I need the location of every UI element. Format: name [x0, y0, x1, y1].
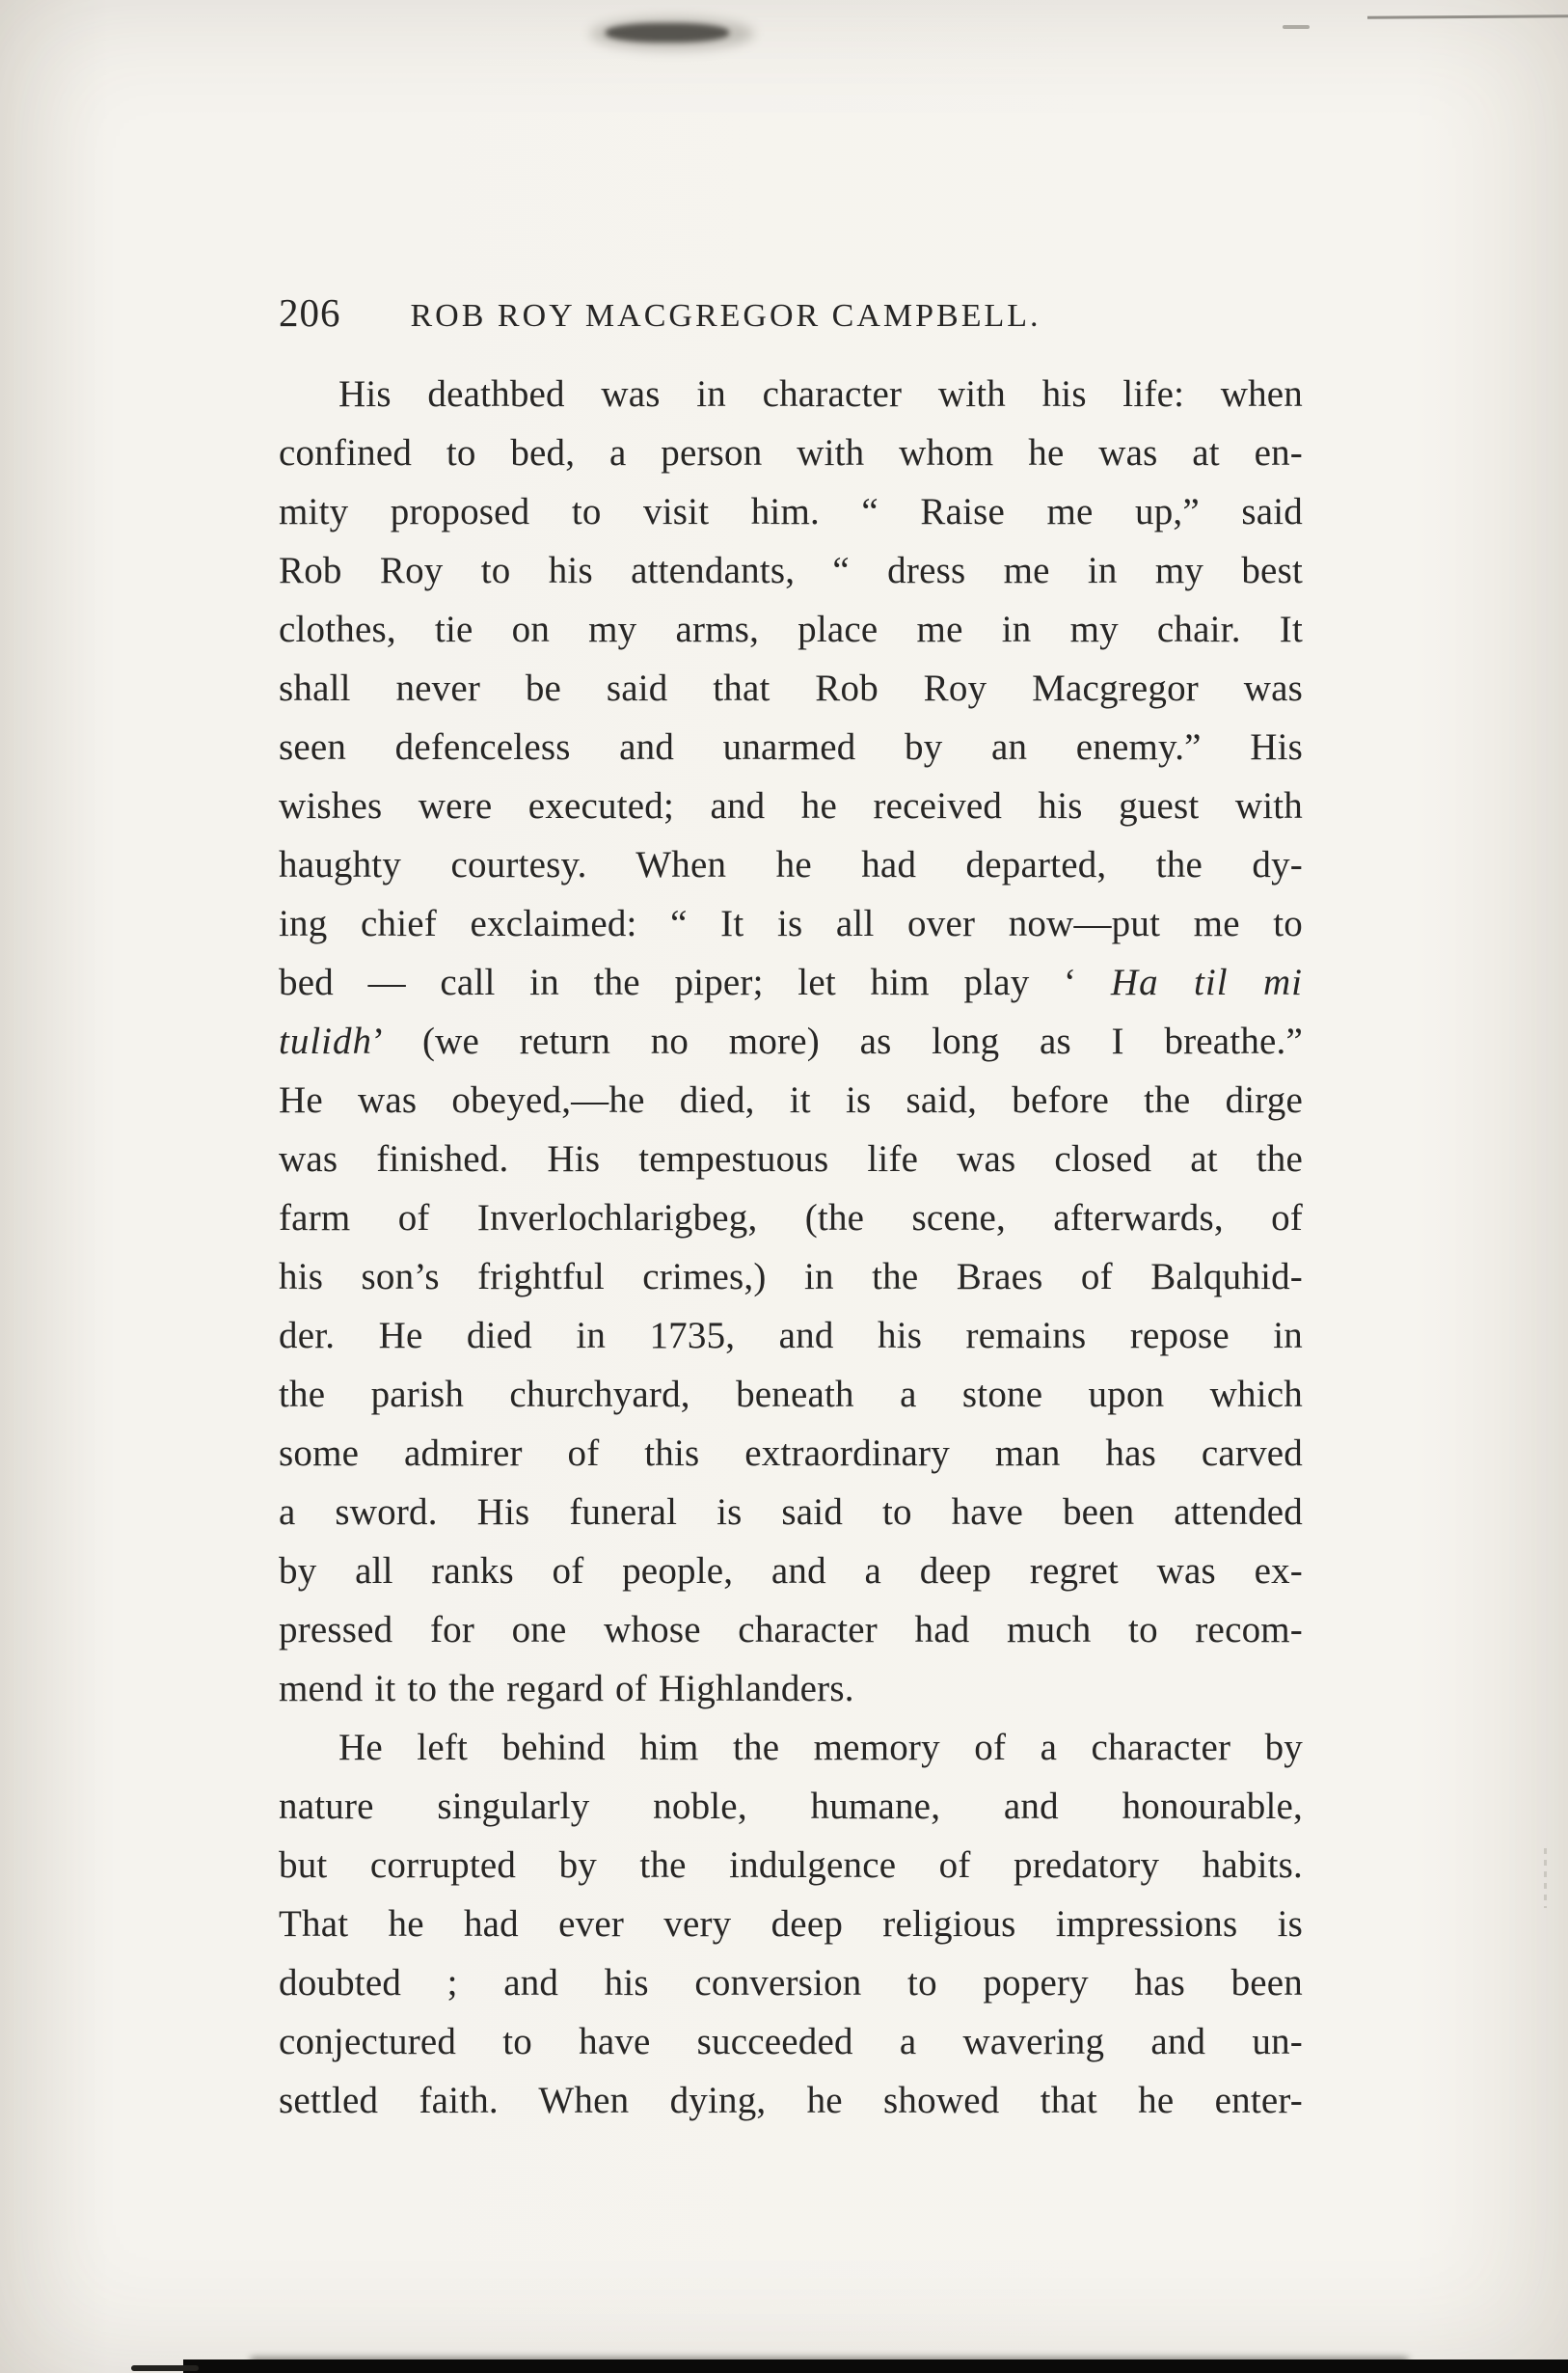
text-line: doubted ; and his conversion to popery has been [279, 1962, 1303, 2004]
text-line: was finished. His tempestuous life was closed at the [279, 1138, 1303, 1180]
text-block [279, 289, 1303, 2130]
text-line: He was obeyed,—he died, it is said, before the dirge [279, 1079, 1303, 1121]
text-line: der. He died in 1735, and his remains repose in [279, 1315, 1303, 1356]
text-line: but corrupted by the indulgence of predatory habits. [279, 1844, 1303, 1886]
scan-bottom-mark [131, 2365, 199, 2371]
scan-fold-mark [1544, 1848, 1547, 1908]
paragraph [279, 1718, 1303, 2130]
text-line: tulidh’ (we return no more) as long as I breathe.” [279, 1021, 1303, 1062]
text-line: ing chief exclaimed: “ It is all over now—put me to [279, 903, 1303, 944]
text-line: mity proposed to visit him. “ Raise me up,” said [279, 491, 1303, 532]
text-line: pressed for one whose character had much to recom- [279, 1609, 1303, 1650]
text-line: His deathbed was in character with his life: when [338, 373, 1303, 415]
text-line: seen defenceless and unarmed by an enemy.” His [279, 726, 1303, 768]
text-line: He left behind him the memory of a character by [338, 1727, 1303, 1768]
scan-dash-top [1283, 25, 1310, 29]
text-line: haughty courtesy. When he had departed, the dy- [279, 844, 1303, 886]
text-line: shall never be said that Rob Roy Macgregor was [279, 668, 1303, 709]
scan-smudge [606, 23, 729, 42]
text-line: wishes were executed; and he received his guest with [279, 785, 1303, 827]
text-line: farm of Inverlochlarigbeg, (the scene, afterwards, of [279, 1197, 1303, 1239]
scan-bottom-bar [183, 2359, 1568, 2373]
page-number: 206 [279, 290, 341, 335]
page-header [279, 289, 1303, 336]
text-line: conjectured to have succeeded a wavering and un- [279, 2021, 1303, 2062]
scan-line-top-right [1367, 14, 1568, 18]
text-line: nature singularly noble, humane, and honourable, [279, 1786, 1303, 1827]
text-line: by all ranks of people, and a deep regret was ex- [279, 1550, 1303, 1592]
text-line: clothes, tie on my arms, place me in my chair. It [279, 609, 1303, 650]
text-line: settled faith. When dying, he showed that he enter- [279, 2080, 1303, 2121]
text-line: confined to bed, a person with whom he was at en- [279, 432, 1303, 474]
text-line: the parish churchyard, beneath a stone upon which [279, 1374, 1303, 1415]
text-line: Rob Roy to his attendants, “ dress me in my best [279, 550, 1303, 591]
text-line: That he had ever very deep religious impressions is [279, 1903, 1303, 1945]
text-line: bed — call in the piper; let him play ‘ Ha til mi [279, 962, 1303, 1003]
text-line: his son’s frightful crimes,) in the Braes of Balquhid- [279, 1256, 1303, 1297]
paragraph [279, 365, 1303, 1718]
page-body [279, 365, 1303, 2130]
running-title: ROB ROY MACGREGOR CAMPBELL. [410, 298, 1041, 334]
text-line: some admirer of this extraordinary man has carved [279, 1432, 1303, 1474]
text-line: a sword. His funeral is said to have been attended [279, 1491, 1303, 1533]
text-line: mend it to the regard of Highlanders. [279, 1668, 854, 1709]
